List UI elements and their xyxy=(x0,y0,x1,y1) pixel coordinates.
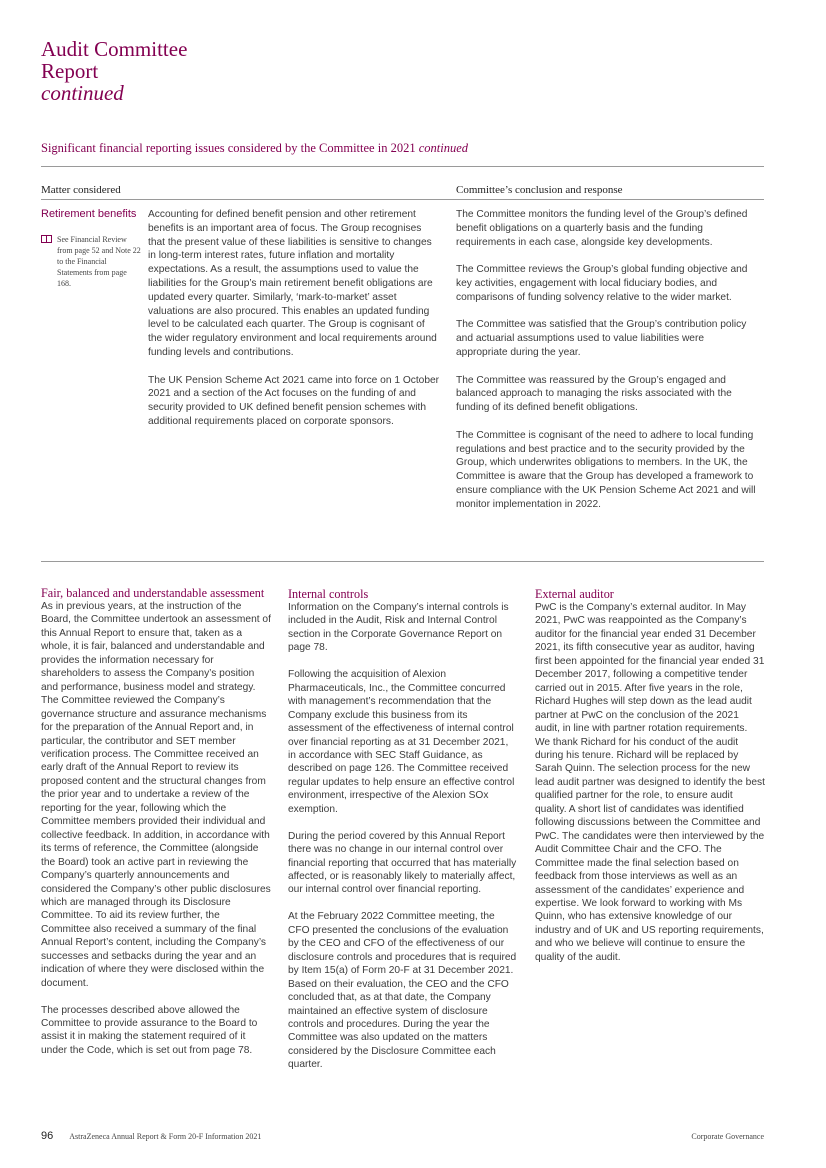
table-header-matter: Matter considered xyxy=(41,184,121,196)
cross-reference-text: See Financial Review from page 52 and Note 22 to the Financial Statements from page 168. xyxy=(57,235,141,288)
publication-name: AstraZeneca Annual Report & Form 20-F Information 2021 xyxy=(69,1132,262,1141)
section-title-suffix: continued xyxy=(418,141,468,155)
internal-controls-paragraph-4: At the February 2022 Committee meeting, the CFO presented the conclusions of the evaluation by the CEO and CFO of the effectiveness of our disclosure controls and procedures that is required by Item 15(a) of Form 20-F at 31 December 2021. Based on their evaluation, the CEO and the CFO concluded that, as at that date, the Company maintained an effective system of disclosure controls and procedures. During the year the Committee was also updated on the matters considered by the Disclosure Committee each quarter. xyxy=(288,911,517,1071)
table-bottom-rule xyxy=(41,561,764,562)
book-icon xyxy=(41,235,52,243)
body-column-3 xyxy=(535,587,765,978)
conclusion-paragraph: The Committee was reassured by the Group’s engaged and balanced approach to managing the risks associated with the funding of its defined benefit obligations. xyxy=(456,374,732,414)
internal-controls-heading: Internal controls xyxy=(288,587,369,601)
table-header-rule xyxy=(41,199,764,200)
footer-left xyxy=(41,1130,261,1142)
internal-controls-paragraph-2: Following the acquisition of Alexion Pharmaceuticals, Inc., the Committee concurred with management’s recommendation that the Company exclude this business from its assessment of the effectiveness of internal control over financial reporting as at 31 December 2021, in accordance with SEC Staff Guidance, as described on page 126. The Committee received regular updates to help ensure an effective control environment, irrespective of the Alexion SOx exemption. xyxy=(288,669,515,815)
matter-description xyxy=(148,208,440,443)
cross-reference-note xyxy=(41,234,141,289)
table-top-rule xyxy=(41,166,764,167)
section-title-text: Significant financial reporting issues considered by the Committee in 2021 xyxy=(41,141,416,155)
matter-retirement-benefits: Retirement benefits xyxy=(41,208,137,220)
fair-paragraph-2: The processes described above allowed the Committee to provide assurance to the Board to assist it in making the statement required of it under the Code, which is set out from page 78. xyxy=(41,1004,258,1056)
title-line-3: continued xyxy=(41,81,124,105)
committee-conclusion xyxy=(456,208,756,525)
conclusion-paragraph: The Committee reviews the Group’s global funding objective and key activities, engagement with local fiduciary bodies, and comparisons of funding solvency relative to the wider market. xyxy=(456,264,748,303)
description-paragraph: The UK Pension Scheme Act 2021 came into force on 1 October 2021 and a section of the Act focuses on the funding of and security provided to UK defined benefit pension schemes with additional requirements placed on corporate sponsors. xyxy=(148,374,440,427)
internal-controls-paragraph-3: During the period covered by this Annual Report there was no change in our internal control over financial reporting that occurred that has materially affected, or is reasonably likely to materially affect, our internal control over financial reporting. xyxy=(288,830,517,896)
conclusion-paragraph: The Committee is cognisant of the need to adhere to local funding regulations and best practice and to the security provided by the Group, which underwrites obligations to members. In the UK, the Committee is aware that the Group has developed a framework to ensure compliance with the UK Pension Scheme Act 2021 and will monitor implementation in 2022. xyxy=(456,429,756,510)
external-auditor-paragraph: PwC is the Company’s external auditor. In May 2021, PwC was reappointed as the Company’s auditor for the financial year ended 31 December 2021, its fifth consecutive year as auditor, having first been appointed for the financial year ended 31 December 2017, following a competitive tender carried out in 2015. After five years in the role, Richard Hughes will step down as the lead audit partner at PwC on the conclusion of the 2021 audit, in line with partner rotation requirements. We thank Richard for his conduct of the audit during his tenure. Richard will be replaced by Sarah Quinn. The selection process for the new lead audit partner was designed to identify the best qualified partner for the role, to ensure audit quality. A short list of candidates was identified following discussions between the Committee and PwC. The candidates were then interviewed by the Audit Committee Chair and the CFO. The Committee made the final selection based on feedback from those interviews as well as an assessment of the candidates’ experience and expertise. We look forward to working with Ms Quinn, who has extensive knowledge of our industry and of UK and US reporting requirements, and who we believe will continue to ensure the quality of the audit. xyxy=(535,602,765,963)
body-column-2 xyxy=(288,587,518,1085)
title-line-2: Report xyxy=(41,59,99,83)
fair-paragraph-1: As in previous years, at the instruction of the Board, the Committee undertook an assessment of this Annual Report to ensure that, taken as a whole, it is fair, balanced and understandable and provides the information necessary for shareholders to assess the Company’s position and performance, business model and strategy. The Committee reviewed the Company’s governance structure and assurance mechanisms for the preparation of the Annual Report and, in particular, the contributor and SET member verification process. The Committee received an early draft of the Annual Report to review its proposed content and the structural changes from the prior year and to undertake a review of the reporting for the year, following which the Committee members provided their individual and collective feedback. In addition, in accordance with its terms of reference, the Committee (alongside the Board) took an active part in reviewing the Company’s quarterly announcements and considered the Company’s other public disclosures which are managed through its Disclosure Committee. To aid its review further, the Committee also received a summary of the final Annual Report’s content, including the Company’s successes and setbacks during the year and an indication of where they were disclosed within the document. xyxy=(41,601,271,989)
footer-section: Corporate Governance xyxy=(691,1132,764,1141)
conclusion-paragraph: The Committee was satisfied that the Group’s contribution policy and actuarial assumptions used to value liabilities were appropriate during the year. xyxy=(456,319,747,358)
conclusion-paragraph: The Committee monitors the funding level of the Group’s defined benefit obligations on a quarterly basis and the funding requirements in each case, alongside key developments. xyxy=(456,209,748,248)
fair-balanced-heading: Fair, balanced and understandable assessment xyxy=(41,586,265,600)
page-number: 96 xyxy=(41,1130,54,1142)
description-paragraph: Accounting for defined benefit pension and other retirement benefits is an important area of focus. The Group recognises that the present value of these liabilities is sensitive to changes in long-term interest rates, future inflation and mortality expectations. As a result, the assumptions used to value the liabilities for the Group’s main retirement benefit obligations are updated every quarter. Similarly, ‘mark-to-market’ asset valuations are also procured. This enables an updated funding level to be calculated each quarter. The Group is cognisant of the wider regulatory environment and local requirements around funding levels and contributions. xyxy=(148,209,437,358)
body-column-1 xyxy=(41,586,271,1071)
title-line-1: Audit Committee xyxy=(41,37,188,61)
page-title xyxy=(41,38,187,104)
external-auditor-heading: External auditor xyxy=(535,587,614,601)
section-title xyxy=(41,141,468,156)
internal-controls-paragraph-1: Information on the Company’s internal controls is included in the Audit, Risk and Internal Control section in the Corporate Governance Report on page 78. xyxy=(288,602,509,654)
table-header-conclusion: Committee’s conclusion and response xyxy=(456,184,623,196)
